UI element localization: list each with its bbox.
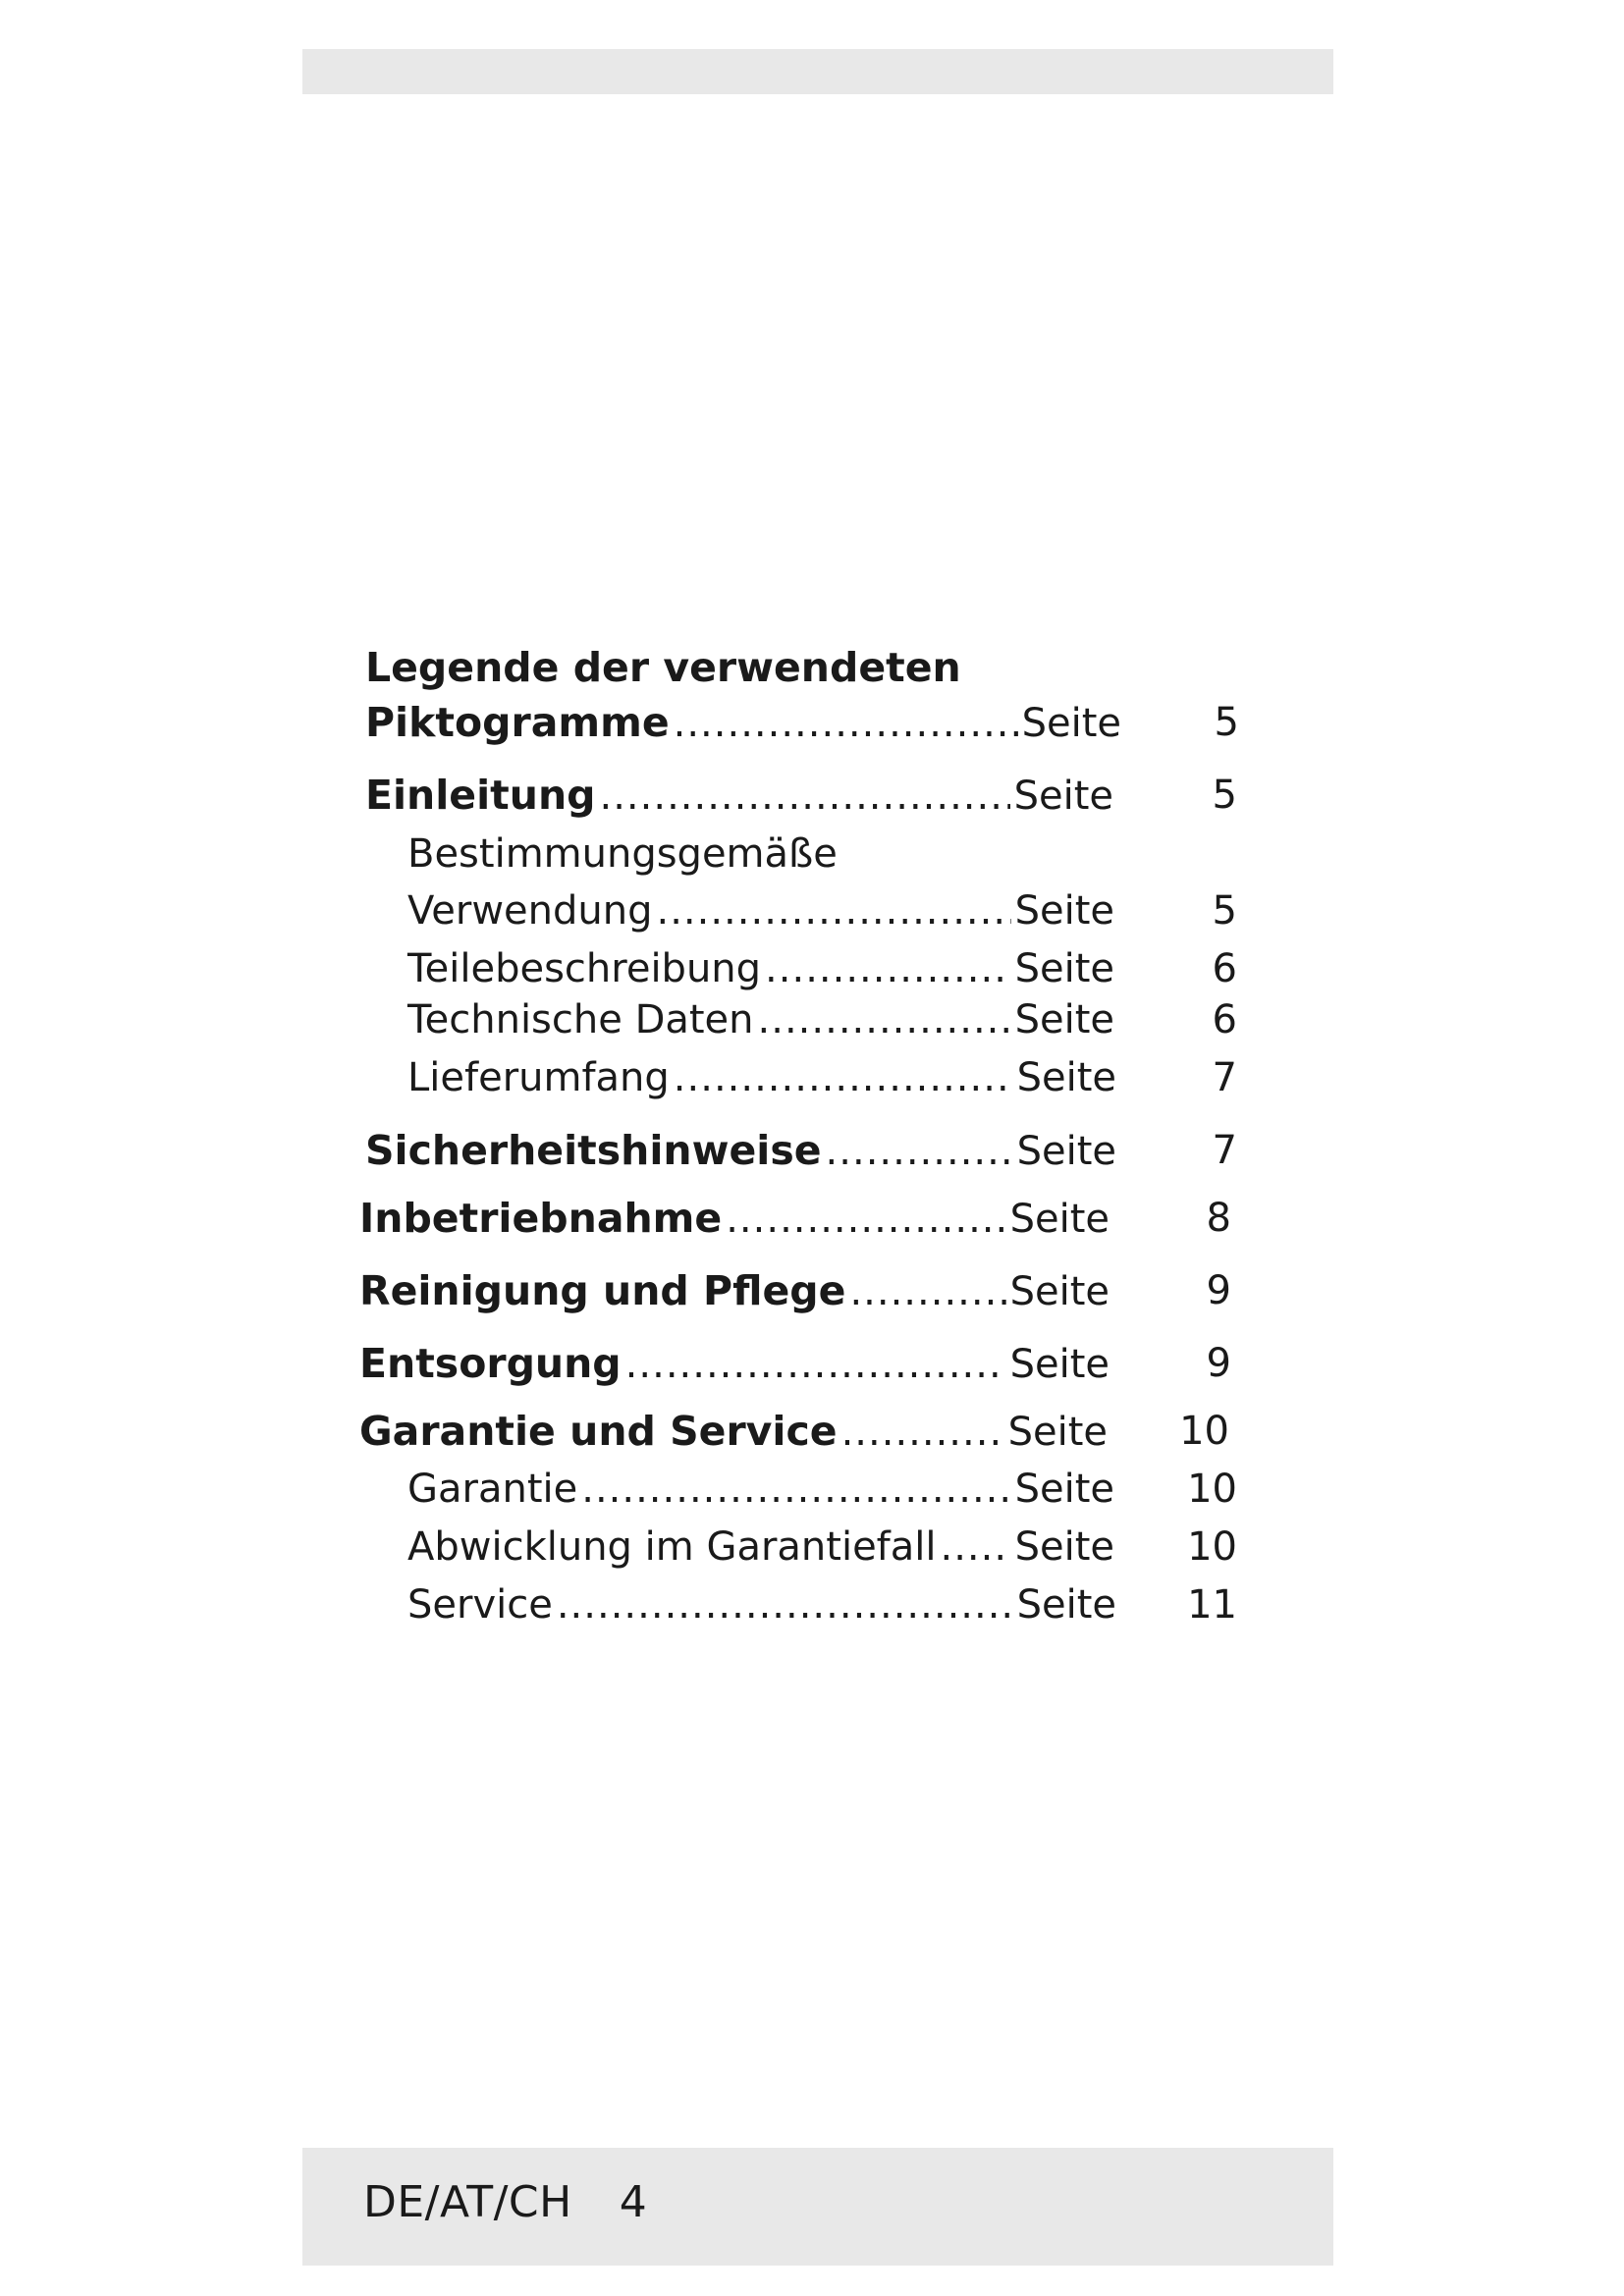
- toc-entry: [365, 1126, 1116, 1176]
- toc-entry-label: Teilebeschreibung: [407, 946, 762, 991]
- toc-page-number: 10: [1187, 1524, 1237, 1570]
- toc-leader-dots: [581, 1465, 1010, 1514]
- toc-entry: [407, 944, 1114, 993]
- footer-bar: [302, 2148, 1333, 2266]
- toc-seite-label: Seite: [1016, 1055, 1116, 1100]
- toc-entry-label: Piktogramme: [365, 699, 670, 746]
- toc-entry: [407, 1580, 1116, 1629]
- toc-seite-label: Seite: [1014, 997, 1114, 1042]
- toc-page-number: 9: [1206, 1341, 1231, 1386]
- toc-leader-dots: [674, 1053, 1013, 1102]
- toc-entry: [365, 771, 1113, 821]
- toc-entry: [407, 1465, 1114, 1514]
- toc-leader-dots: [765, 944, 1011, 993]
- toc-entry-label: Garantie: [407, 1467, 578, 1512]
- toc-entry-label: Service: [407, 1582, 553, 1628]
- toc-page-number: 7: [1212, 1055, 1237, 1100]
- toc-entry-label: Sicherheitshinweise: [365, 1127, 822, 1174]
- toc-entry: [407, 1522, 1114, 1572]
- toc-seite-label: Seite: [1016, 1582, 1116, 1628]
- toc-seite-label: Seite: [1014, 1467, 1114, 1512]
- toc-page-number: 9: [1206, 1268, 1231, 1313]
- toc-entry: [359, 1407, 1108, 1457]
- toc-entry: [407, 886, 1114, 935]
- toc-page-number: 5: [1212, 888, 1237, 934]
- toc-page-number: 5: [1212, 773, 1237, 818]
- toc-leader-dots: [600, 772, 1010, 821]
- toc-leader-dots: [758, 995, 1011, 1044]
- toc-entry: [407, 995, 1114, 1044]
- toc-entry-label: Reinigung und Pflege: [359, 1267, 846, 1314]
- toc-entry: [359, 1266, 1110, 1316]
- toc-seite-label: Seite: [1014, 946, 1114, 991]
- footer-region: DE/AT/CH: [363, 2177, 572, 2227]
- toc-leader-dots: [557, 1580, 1013, 1629]
- toc-entry-label: Abwicklung im Garantiefall: [407, 1524, 937, 1570]
- toc-leader-dots: [826, 1127, 1013, 1176]
- toc-page-number: 5: [1214, 700, 1239, 745]
- toc-seite-label: Seite: [1009, 1342, 1110, 1387]
- toc-leader-dots: [656, 886, 1010, 935]
- toc-entry-label: Garantie und Service: [359, 1408, 838, 1455]
- toc-entry: [407, 1053, 1116, 1102]
- toc-page-number: 10: [1187, 1467, 1237, 1512]
- toc-seite-label: Seite: [1013, 774, 1113, 819]
- toc-page-number: 10: [1179, 1409, 1229, 1454]
- toc-page-number: 11: [1187, 1582, 1237, 1628]
- footer-page-number: 4: [619, 2177, 648, 2227]
- toc-leader-dots: [674, 699, 1018, 748]
- toc-entry-label: Lieferumfang: [407, 1055, 670, 1100]
- toc-entry-label: Einleitung: [365, 772, 596, 819]
- toc-entry: [359, 1339, 1110, 1389]
- toc-seite-label: Seite: [1009, 1197, 1110, 1242]
- toc-page-number: 6: [1212, 997, 1237, 1042]
- toc-leader-dots: [841, 1408, 1004, 1457]
- toc-seite-label: Seite: [1016, 1129, 1116, 1174]
- toc-heading-line: Legende der verwendeten: [365, 644, 961, 691]
- toc-entry-label: Verwendung: [407, 888, 653, 934]
- toc-page-number: 8: [1206, 1196, 1231, 1241]
- toc-seite-label: Seite: [1021, 701, 1121, 746]
- toc-entry: [365, 698, 1121, 748]
- footer-text: [363, 2177, 647, 2229]
- toc-page-number: 6: [1212, 946, 1237, 991]
- toc-leader-dots: [726, 1195, 1005, 1244]
- toc-seite-label: Seite: [1007, 1410, 1108, 1455]
- toc-leader-dots: [625, 1340, 1006, 1389]
- toc-entry: [359, 1194, 1110, 1244]
- toc-seite-label: Seite: [1014, 888, 1114, 934]
- toc-seite-label: Seite: [1009, 1269, 1110, 1314]
- toc-leader-dots: [849, 1267, 1005, 1316]
- toc-sub-line: Bestimmungsgemäße: [407, 831, 838, 877]
- toc-entry-label: Technische Daten: [407, 997, 754, 1042]
- toc-entry-label: Entsorgung: [359, 1340, 622, 1387]
- toc-seite-label: Seite: [1014, 1524, 1114, 1570]
- toc-leader-dots: [941, 1522, 1011, 1572]
- toc-page-number: 7: [1212, 1128, 1237, 1173]
- toc-entry-label: Inbetriebnahme: [359, 1195, 723, 1242]
